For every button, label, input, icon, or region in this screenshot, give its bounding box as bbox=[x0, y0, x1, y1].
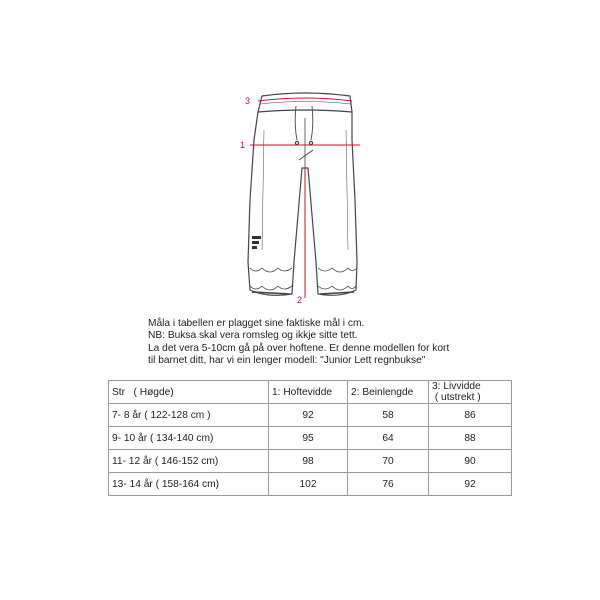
table-row bbox=[109, 450, 512, 473]
cell-waist: 88 bbox=[429, 427, 512, 450]
header-leg: 2: Beinlengde bbox=[348, 381, 429, 404]
cell-leg: 58 bbox=[348, 404, 429, 427]
header-waist-line1: 3: Livvidde bbox=[432, 381, 481, 392]
note-line: NB: Buksa skal vera romsleg og ikkje sitte tett. bbox=[148, 330, 358, 342]
note-line: Måla i tabellen er plagget sine faktiske mål i cm. bbox=[148, 318, 365, 329]
table-row bbox=[109, 427, 512, 450]
header-size: Str ( Høgde) bbox=[109, 381, 269, 404]
size-notes bbox=[148, 318, 478, 367]
cell-hip: 102 bbox=[269, 473, 348, 496]
note-line: La det vera 5-10cm gå på over hoftene. Er denne modellen for kort bbox=[148, 342, 450, 354]
pants-outline bbox=[248, 93, 357, 295]
marker-1: 1 bbox=[240, 140, 246, 150]
logo-print bbox=[252, 236, 261, 249]
cell-leg: 76 bbox=[348, 473, 429, 496]
marker-2: 2 bbox=[297, 295, 303, 305]
table-row bbox=[109, 473, 512, 496]
waist-measure-line bbox=[258, 98, 352, 101]
table-header-row bbox=[109, 381, 512, 404]
cell-size: 13- 14 år ( 158-164 cm) bbox=[109, 473, 269, 496]
cell-hip: 92 bbox=[269, 404, 348, 427]
cell-hip: 95 bbox=[269, 427, 348, 450]
cell-leg: 70 bbox=[348, 450, 429, 473]
cell-size: 7- 8 år ( 122-128 cm ) bbox=[109, 404, 269, 427]
marker-3: 3 bbox=[245, 96, 251, 106]
cell-leg: 64 bbox=[348, 427, 429, 450]
cell-waist: 90 bbox=[429, 450, 512, 473]
header-waist-line2: ( utstrekt ) bbox=[432, 392, 481, 403]
table-row bbox=[109, 404, 512, 427]
size-table bbox=[108, 380, 512, 496]
cell-waist: 92 bbox=[429, 473, 512, 496]
note-line: til barnet ditt, har vi ein lenger modell: "Junior Lett regnbukse" bbox=[148, 354, 426, 366]
cell-size: 11- 12 år ( 146-152 cm) bbox=[109, 450, 269, 473]
cell-hip: 98 bbox=[269, 450, 348, 473]
header-hip: 1: Hoftevidde bbox=[269, 381, 348, 404]
cell-waist: 86 bbox=[429, 404, 512, 427]
header-waist bbox=[429, 381, 512, 404]
cell-size: 9- 10 år ( 134-140 cm) bbox=[109, 427, 269, 450]
